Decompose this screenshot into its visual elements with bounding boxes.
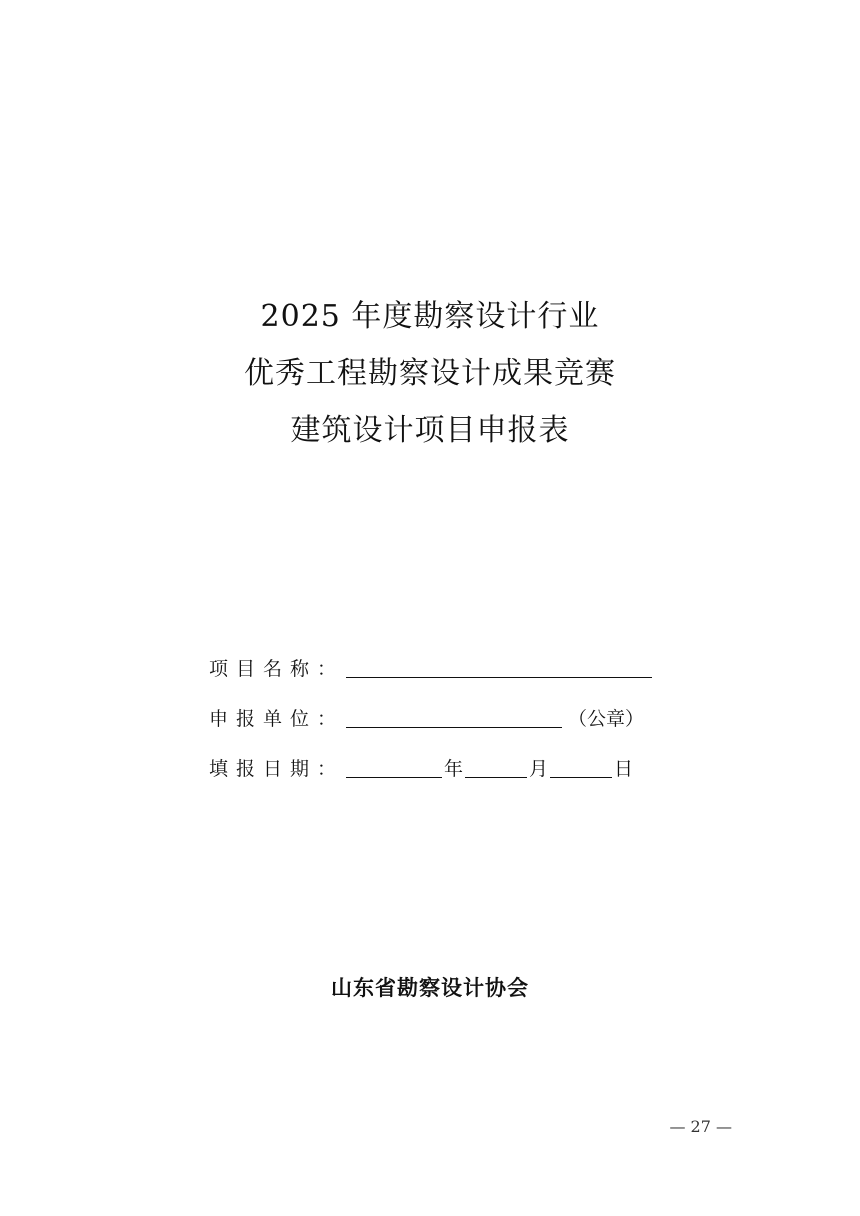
month-unit: 月 bbox=[529, 758, 549, 780]
date-label: 填报日期： bbox=[209, 758, 345, 780]
application-form bbox=[209, 632, 669, 782]
unit-label: 申报单位： bbox=[209, 708, 345, 730]
day-field[interactable] bbox=[550, 753, 612, 778]
title-line-form-name: 建筑设计项目申报表 bbox=[290, 413, 570, 448]
unit-field[interactable] bbox=[346, 703, 562, 728]
title-line-year: 2025 年度勘察设计行业 bbox=[260, 299, 600, 334]
month-field[interactable] bbox=[465, 753, 527, 778]
year-unit: 年 bbox=[444, 758, 464, 780]
project-name-field[interactable] bbox=[346, 653, 652, 678]
document-title bbox=[0, 288, 860, 459]
project-name-label: 项目名称： bbox=[209, 658, 345, 680]
date-row bbox=[209, 732, 669, 782]
page-number: — 27 — bbox=[669, 1117, 732, 1136]
day-unit: 日 bbox=[614, 758, 634, 780]
seal-note: （公章） bbox=[568, 708, 645, 730]
project-name-row bbox=[209, 632, 669, 682]
year-field[interactable] bbox=[346, 753, 442, 778]
organization-name: 山东省勘察设计协会 bbox=[331, 976, 529, 1000]
unit-row bbox=[209, 682, 669, 732]
title-line-competition: 优秀工程勘察设计成果竞赛 bbox=[244, 356, 616, 391]
